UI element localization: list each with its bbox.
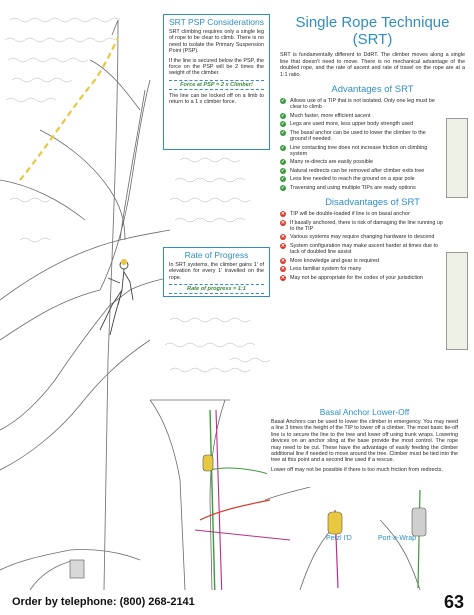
cross-icon: ✕ [280,211,286,218]
disadvantages-list [280,211,465,281]
advantages-title: Advantages of SRT [331,84,414,95]
advantage-item: ✓ Legs are used more, less upper body strength used [280,121,414,128]
psp-box-formula: Force at PSP = 2 x Climber! [169,80,264,90]
cross-icon: ✕ [280,242,286,249]
advantage-item: ✓ Allows use of a TIP that is not isolated. Only one leg must be clear to climb [280,98,435,111]
check-icon: ✓ [280,167,286,174]
page-number: 63 [443,592,464,612]
cross-icon: ✕ [280,257,286,264]
cross-icon: ✕ [280,219,286,226]
disadvantage-item: ✕ Less familiar system for many [280,266,362,273]
cross-icon: ✕ [280,274,286,281]
rate-box-formula: Rate of progress = 1:1 [169,284,264,294]
petzl-caption: Petzl I'D [326,535,352,542]
check-icon: ✓ [280,159,286,166]
rate-box-para1: In SRT systems, the climber gains 1' of elevation for every 1' travelled on the rope. [169,262,264,281]
portawrap-caption: Port-a-Wrap [378,535,416,542]
check-icon: ✓ [280,176,286,183]
disadvantage-item: ✕ Various systems may require changing hardware to descend [280,234,435,241]
cross-icon: ✕ [280,234,286,241]
check-icon: ✓ [280,98,286,104]
footer [0,590,474,615]
check-icon: ✓ [280,144,286,151]
check-icon: ✓ [280,184,286,191]
advantage-item: ✓ Line contacting tree does not increase friction on climbing system [280,144,428,157]
cross-icon: ✕ [280,266,286,273]
advantage-item: ✓ Natural redirects can be removed after climber exits tree [280,167,425,174]
psp-box-para3: The line can be locked off on a limb to return to a 1 x climber force. [169,92,264,106]
basal-box-para2: Lower off may not be possible if there is too much friction from redirects. [271,466,443,473]
psp-box-para1: SRT climbing requires only a single leg of rope to be clear to climb. There is no need to isolate the Primary Suspension Point (PSP). [169,29,264,55]
disadvantages-title: Disadvantages of SRT [325,197,420,209]
basal-box-para1: Basal Anchors can be used to lower the climber in emergency. You may need a line 3 times the height of the TIP to lower off a climber. The most basic tie-off line is to secure the line to the tree and lower off using trunk wraps. Lowering devices on an anchor sling at the base provide the most control. The rope may need to be cut. These have the advantage of easily feeding the climber additional line if needed to move around the tree. Climber must be tied into the tree at this point and a second line used if a rescue. [271,419,458,464]
basal-box-title: Basal Anchor Lower-Off [319,407,410,417]
psp-box-para2: If the line is secured below the PSP, the force on the PSP will be 2 times the weight of the climber. [169,57,264,77]
disadvantage-item: ✕ More knowledge and gear is required [280,257,379,264]
intro-paragraph: SRT is fundamentally different to DdRT. The climber moves along a single line that doesn't need to move. There is no mechanical advantage of the doubled rope, and the rate of ascent and rate of travel on the rope are at a 1:1 ratio. [280,52,465,78]
advantage-item: ✓ Much faster, more efficient ascent [280,112,371,119]
basal-anchor-box [267,405,462,487]
right-column [280,14,465,283]
check-icon: ✓ [280,129,286,136]
disadvantage-item: ✕ May not be appropriate for the codes of your jurisdiction [280,274,424,281]
disadvantage-item: ✕ TIP will be double-loaded if line is on basal anchor [280,211,410,218]
psp-considerations-box [163,14,270,150]
advantage-item: ✓ Traversing and using multiple TIPs are ready options [280,184,416,191]
advantage-item: ✓ Less line needed to reach the ground on a spar pole [280,176,415,183]
advantage-item: ✓ The basal anchor can be used to lower the climber to the ground if needed. [280,129,426,143]
check-icon: ✓ [280,112,286,119]
check-icon: ✓ [280,121,286,128]
page-title: Single Rope Technique (SRT) [295,14,450,48]
advantages-list [280,98,465,191]
rate-of-progress-box [163,247,270,297]
order-telephone: Order by telephone: (800) 268-2141 [12,596,195,608]
advantage-item: ✓ Many re-directs are easily possible [280,159,373,166]
psp-box-title: SRT PSP Considerations [169,17,264,27]
disadvantage-item: ✕ System configuration may make ascent harder at times due to lack of doubled line assist [280,242,439,256]
rate-box-title: Rate of Progress [184,250,249,260]
disadvantage-item: ✕ If basally anchored, there is risk of damaging the line running up to the TIP [280,219,443,232]
